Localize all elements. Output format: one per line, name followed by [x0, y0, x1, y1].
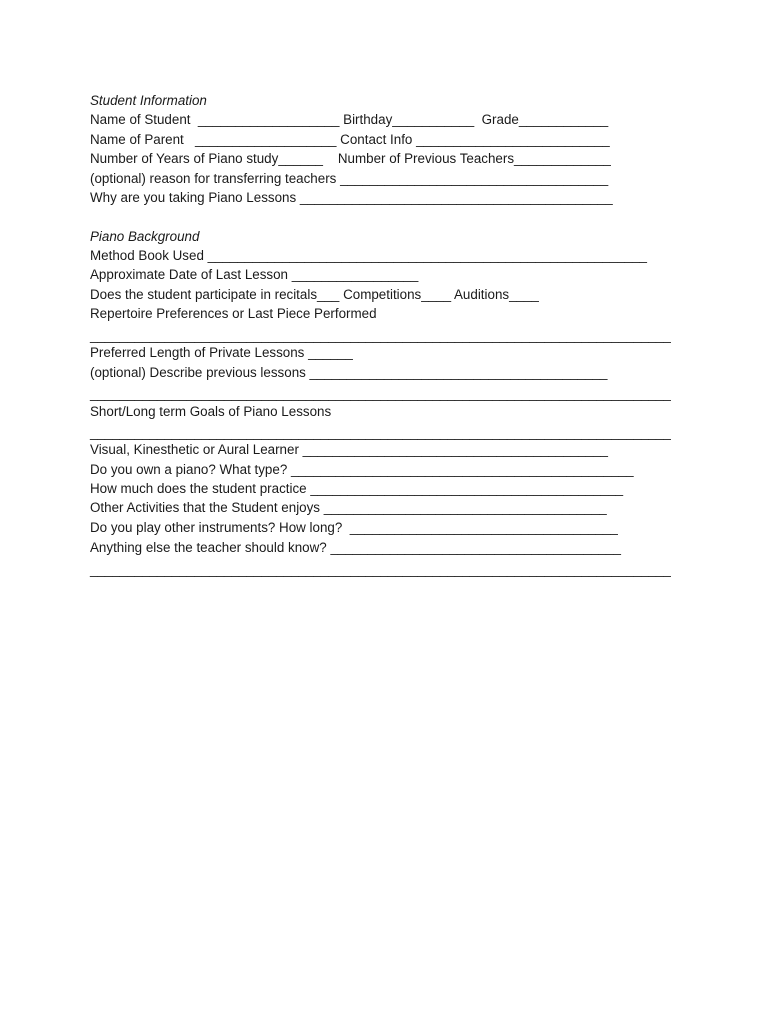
form-line-anything-else: Anything else the teacher should know? _______________________________________: [90, 540, 621, 555]
form-line-name-of-parent: Name of Parent ___________________ Contact Info __________________________: [90, 132, 610, 147]
form-line-blank-3: ______________________________________________________________________________: [90, 425, 671, 440]
form-line-last-lesson-date: Approximate Date of Last Lesson _________________: [90, 267, 419, 282]
form-line-lesson-length: Preferred Length of Private Lessons ______: [90, 345, 353, 360]
form-line-transfer-reason: (optional) reason for transferring teachers ____________________________________: [90, 171, 609, 186]
form-line-blank-4: ______________________________________________________________________________: [90, 562, 671, 577]
form-line-name-of-student: Name of Student ___________________ Birthday___________ Grade____________: [90, 112, 609, 127]
form-line-years-of-study: Number of Years of Piano study______ Number of Previous Teachers_____________: [90, 151, 611, 166]
form-line-other-activities: Other Activities that the Student enjoys ______________________________________: [90, 500, 607, 515]
form-line-practice: How much does the student practice __________________________________________: [90, 481, 624, 496]
form-line-blank-1: ______________________________________________________________________________: [90, 328, 671, 343]
form-line-previous-lessons: (optional) Describe previous lessons ________________________________________: [90, 365, 608, 380]
form-line-repertoire: Repertoire Preferences or Last Piece Performed: [90, 306, 377, 321]
form-line-method-book: Method Book Used ___________________________________________________________: [90, 248, 647, 263]
form-line-blank-2: ______________________________________________________________________________: [90, 386, 671, 401]
form-line-why-lessons: Why are you taking Piano Lessons __________________________________________: [90, 190, 613, 205]
section-title-student-information: Student Information: [90, 93, 207, 108]
section-title-piano-background: Piano Background: [90, 229, 200, 244]
form-line-recitals: Does the student participate in recitals___ Competitions____ Auditions____: [90, 287, 539, 302]
form-line-goals: Short/Long term Goals of Piano Lessons: [90, 404, 332, 419]
form-line-learner-type: Visual, Kinesthetic or Aural Learner _________________________________________: [90, 442, 608, 457]
form-line-own-piano: Do you own a piano? What type? ______________________________________________: [90, 462, 634, 477]
form-line-other-instruments: Do you play other instruments? How long? ____________________________________: [90, 520, 618, 535]
